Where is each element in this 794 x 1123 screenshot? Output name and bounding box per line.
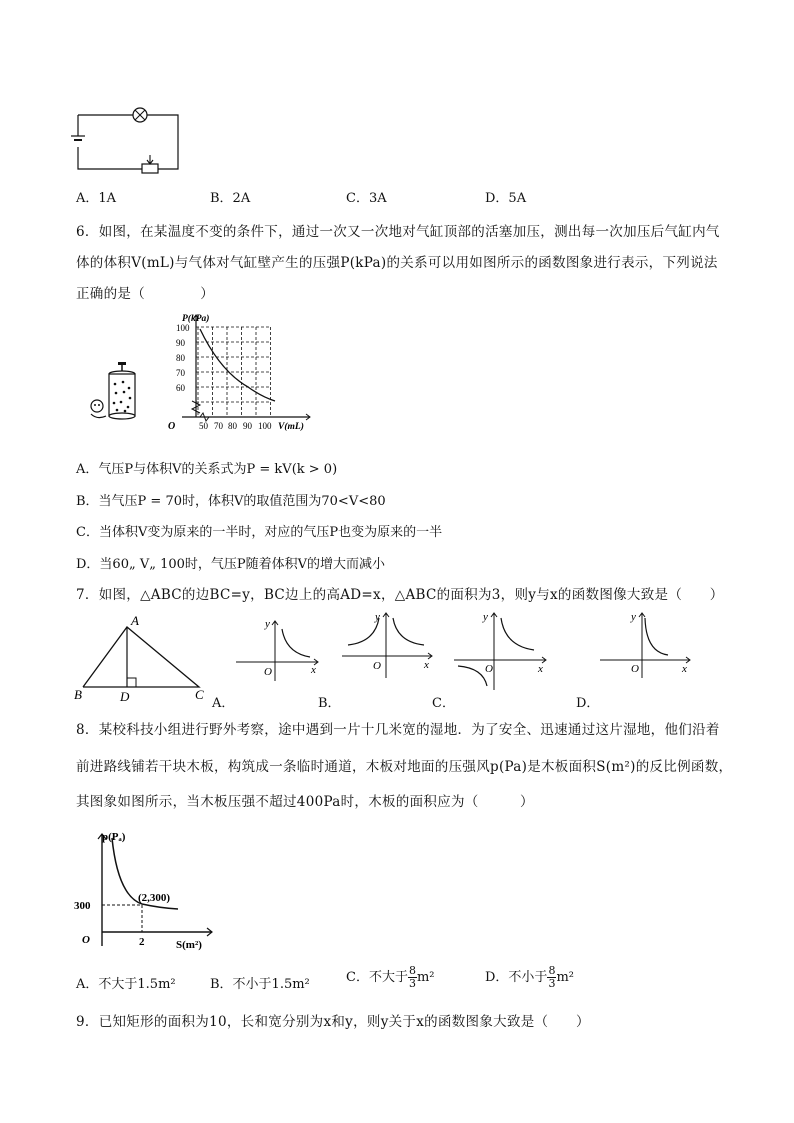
origin-label: O [82, 934, 90, 946]
q5-option-b: B．2A [210, 191, 251, 206]
x-tick-label: 100 [258, 421, 272, 431]
q7-graph-a [228, 615, 326, 685]
y-axis-label: p(Pₐ) [102, 831, 126, 843]
x-tick-2: 2 [139, 936, 145, 948]
x-axis-label: x [538, 663, 543, 675]
vertex-d-label: D [120, 689, 130, 704]
q7-graph-b [340, 608, 440, 680]
q8-stem-line3: 其图象如图所示，当木板压强不超过400Pa时，木板的面积应为（ ） [76, 794, 534, 810]
q7-option-d: D． [576, 696, 600, 711]
vertex-b-label: B [74, 687, 82, 702]
q6-stem-line2: 体的体积V(mL)与气体对气缸壁产生的压强P(kPa)的关系可以用如图所示的函数图象进行表示，下列说法 [76, 255, 718, 271]
x-axis-label: x [311, 664, 316, 676]
y-tick-300: 300 [74, 900, 91, 912]
y-axis-label: y [483, 611, 488, 623]
unit: m² [416, 970, 435, 985]
q7-option-c: C． [432, 696, 455, 711]
y-tick-label: 100 [176, 323, 190, 333]
gas-cylinder-illustration [86, 362, 146, 422]
axis-break [192, 401, 200, 413]
origin-label: O [631, 663, 639, 675]
q8-option-c [346, 965, 435, 990]
q6-stem-line1: 6．如图，在某温度不变的条件下，通过一次又一次地对气缸顶部的活塞加压，测出每一次加压后气缸内气 [76, 224, 720, 240]
x-tick-label: 70 [214, 421, 223, 431]
origin-label: O [264, 666, 272, 678]
q7-option-b: B． [318, 696, 341, 711]
vertex-a-label: A [131, 613, 139, 628]
pressure-volume-chart [160, 313, 320, 438]
y-axis-label: y [631, 611, 636, 623]
y-tick-label: 90 [176, 338, 185, 348]
q6-option-c: C．当体积V变为原来的一半时，对应的气压P也变为原来的一半 [76, 525, 443, 540]
fraction-8-3: $\frac{8}{3}$ [548, 964, 556, 990]
x-tick-label: 90 [243, 421, 252, 431]
origin-label: O [485, 663, 493, 675]
y-tick-label: 80 [176, 353, 185, 363]
x-axis-label: S(m²) [176, 939, 202, 951]
q6-stem-line3: 正确的是（ ） [76, 286, 214, 302]
y-axis-label: y [265, 618, 270, 630]
circuit-diagram [76, 103, 186, 175]
q9-stem: 9．已知矩形的面积为10，长和宽分别为x和y，则y关于x的函数图象大致是（ ） [76, 1014, 590, 1030]
unit: m² [556, 970, 574, 985]
q8-option-c-text: C．不大于 [346, 970, 408, 985]
origin-label: O [373, 660, 381, 672]
x-tick-label: 80 [228, 421, 237, 431]
x-tick-label: 50 [199, 421, 208, 431]
pressure-area-chart [74, 828, 224, 950]
q8-option-a: A．不大于1.5m² [76, 977, 176, 992]
y-axis-label: y [375, 611, 380, 623]
q7-stem: 7．如图，△ABC的边BC=y，BC边上的高AD=x，△ABC的面积为3，则y与x的函数图像大致是（ ） [76, 587, 724, 603]
x-axis-label: V(mL) [278, 422, 304, 432]
y-tick-label: 60 [176, 383, 185, 393]
q7-option-a: A． [212, 696, 235, 711]
q5-option-d: D．5A [485, 191, 527, 206]
q6-option-a: A．气压P与体积V的关系式为P = kV(k > 0) [76, 462, 338, 477]
q8-option-b: B．不小于1.5m² [210, 977, 310, 992]
q7-graph-d [598, 608, 698, 680]
q8-stem-line2: 前进路线铺若干块木板，构筑成一条临时通道，木板对地面的压强风p(Pa)是木板面积S(m²)的反比例函数， [76, 759, 733, 775]
q6-option-d: D．当60„ V„ 100时，气压P随着体积V的增大而减小 [76, 557, 386, 572]
q5-option-c: C．3A [346, 191, 387, 206]
q8-option-d-text: D．不小于 [485, 970, 548, 985]
q5-option-a: A．1A [76, 191, 117, 206]
triangle-abc [74, 613, 214, 703]
vertex-c-label: C [195, 687, 204, 702]
x-axis-label: x [682, 663, 687, 675]
q8-stem-line1: 8．某校科技小组进行野外考察，途中遇到一片十几米宽的湿地．为了安全、迅速通过这片湿地，他们沿着 [76, 722, 720, 738]
fraction-8-3: $\frac{8}{3}$ [408, 964, 416, 990]
q8-option-d [485, 965, 574, 990]
pv-curve [200, 329, 275, 401]
origin-label: O [168, 421, 176, 432]
y-tick-label: 70 [176, 368, 185, 378]
q6-option-b: B．当气压P = 70时，体积V的取值范围为70<V<80 [76, 494, 386, 509]
x-axis-label: x [424, 659, 429, 671]
q7-graph-c [452, 608, 552, 692]
point-label: (2,300) [138, 892, 171, 904]
y-axis-label: P(kPa) [182, 314, 210, 324]
